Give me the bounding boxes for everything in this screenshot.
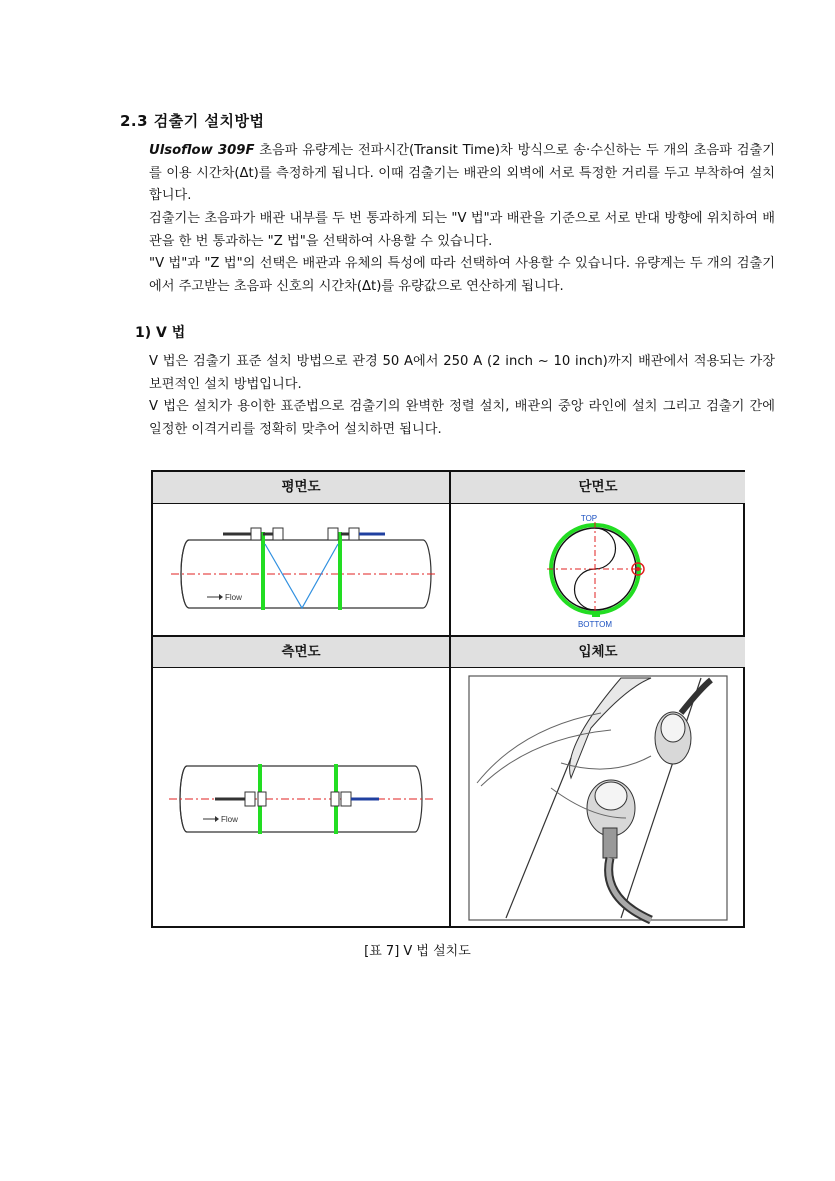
3d-view-cell [451,668,745,928]
cross-section-cell [451,504,745,635]
table-caption: [표 7] V 법 설치도 [364,944,471,959]
plan-flow-label: Flow [225,593,242,602]
v-method-paragraph-2: V 법은 설치가 용이한 표준법으로 검출기의 완벽한 정렬 설치, 배관의 중앙 라인에 설치 그리고 검출기 간에 일정한 이격거리를 정확히 맞추어 설치하면 됩니다. [149,399,775,437]
header-side-view: 측면도 [153,637,449,668]
model-name: Ulsoflow 309F [149,143,255,158]
plan-view-diagram [153,504,449,635]
3d-view-diagram [451,668,745,928]
header-plan-view: 평면도 [153,472,449,504]
side-flow-label: Flow [221,815,238,824]
header-3d-view: 입체도 [451,637,745,668]
header-cross-section: 단면도 [451,472,745,504]
side-view-cell [153,668,449,928]
plan-view-cell [153,504,449,635]
subsection-heading: 1) V 법 [135,325,186,341]
section-heading: 2.3 검출기 설치방법 [120,112,265,130]
bottom-label: BOTTOM [577,620,613,629]
v-method-paragraph-1: V 법은 검출기 표준 설치 방법으로 관경 50 A에서 250 A (2 inch ~ 10 inch)까지 배관에서 적용되는 가장 보편적인 설치 방법입니다. [149,354,775,392]
installation-diagram-table [151,470,745,928]
side-view-diagram [153,668,449,928]
intro-paragraph-1: Ulsoflow 309F 초음파 유량계는 전파시간(Transit Time)차 방식으로 송·수신하는 두 개의 초음파 검출기를 이용 시간차(Δt)를 측정하게 됩니다. 이때 검출기는 배관의 외벽에 서로 특정한 거리를 두고 부착하여 설치합니다. [149,143,776,203]
top-label: TOP [580,514,598,523]
cross-section-diagram [451,504,745,635]
intro-paragraph-3: "V 법"과 "Z 법"의 선택은 배관과 유체의 특성에 따라 선택하여 사용할 수 있습니다. 유량계는 두 개의 검출기에서 주고받는 초음파 신호의 시간차(Δt)를 유량값으로 연산하게 됩니다. [149,256,775,294]
intro-paragraph-2: 검출기는 초음파가 배관 내부를 두 번 통과하게 되는 "V 법"과 배관을 기준으로 서로 반대 방향에 위치하여 배관을 한 번 통과하는 "Z 법"을 선택하여 사용할 수 있습니다. [149,211,775,249]
